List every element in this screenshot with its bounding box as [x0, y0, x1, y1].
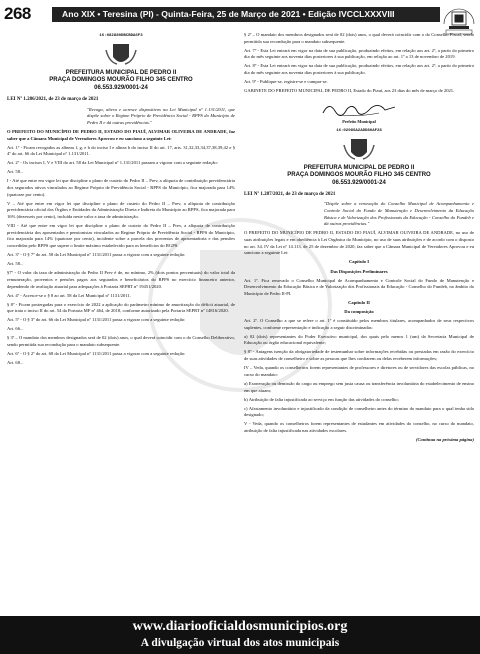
paragraph: O PREFEITO DO MUNICÍPIO DE PEDRO II, ESTADO DO PIAUÍ, ALVIMAR OLIVEIRA DE ANDRADE, faz saber que a Câmara Municipal de Vereadores Aprovou e eu sanciono a seguinte Lei:: [7, 128, 235, 141]
chapter-heading: Capítulo II: [348, 299, 370, 305]
paragraph: § 3º – O mandato dos membros designados será de 02 (dois) anos, o qual deverá coincidir com o do Conselho Deliberativo, sendo permitida sua recondução para o mandato subsequente.: [7, 335, 235, 348]
paragraph: b) Atribuição de falta injustificada ao serviço em função das atividades do conselho;: [244, 396, 399, 402]
law-title: LEI Nº 1.286/2021, de 23 de março de 2021: [7, 97, 99, 103]
paragraph: Art. 1º. Fica renovado o Conselho Municipal de Acompanhamento e Controle Social do Fundo de Manutenção e Desenvolvimento da Educação Básica e de Valorização dos Profissionais da Educação - Conselho do Fundeb, no âmbito do Município de Pedro II-PI.: [244, 277, 474, 296]
paragraph: Art. 9º - Publique-se, registre-se e cumpra-se.: [244, 79, 328, 85]
paragraph: V - Veda, quando os conselheiros forem representantes de estudantes em atividades do conselho, no curso do mandato, atribuição de falta injustificada nas atividades escolares.: [244, 421, 474, 433]
municipal-crest-icon: [104, 42, 138, 68]
footer-slogan: A divulgação virtual dos atos municipais: [140, 637, 340, 649]
right-column: [244, 32, 474, 446]
org-name: PREFEITURA MUNICIPAL DE PEDRO II PRAÇA DOMINGOS MOURÃO FILHO 345 CENTRO 06.553.929/0001-24: [287, 164, 431, 186]
footer-url[interactable]: www.diariooficialdosmunicipios.org: [132, 619, 348, 634]
paragraph: Art. 58...: [7, 261, 24, 267]
org-name: PREFEITURA MUNICIPAL DE PEDRO II PRAÇA DOMINGOS MOURÃO FILHO 345 CENTRO 06.553.929/0001-24: [49, 69, 193, 91]
paragraph: V – Até que entre em vigor lei que discipline o plano de custeio do Pedro II – Prev, a alíquota de contribuição previdenciária oficial dos Órgãos e Entidades da Administração Direta e Indireta do Município ao RPPS, fica majorada para 16% (dezesseis por cento), incluída neste valor a taxa de administração.: [7, 200, 235, 220]
chapter-title: Das Disposições Preliminares: [330, 268, 388, 274]
paragraph: Art. 5º - O § 3º do art. 66 da Lei Municipal nº 1131/2011 passa a vigorar com a seguinte redação:: [7, 317, 186, 323]
paragraph: GABINETE DO PREFEITO MUNICIPAL DE PEDRO II, Estado do Piauí, aos 23 dias do mês de março de 2021.: [244, 88, 455, 94]
paragraph: O PREFEITO DO MUNICÍPIO DE PEDRO II, ESTADO DO PIAUÍ, ALVIMAR OLIVEIRA DE ANDRADE, no uso de suas atribuições legais e em obediência à Lei Orgânica do Município, no uso de suas atribuições e de acordo com o disposto no art. 34, IV da Lei nº 14.113, de 25 de dezembro de 2020, faz saber que a Câmara Municipal de Vereadores Aprovou e eu sanciono a seguinte Lei:: [244, 230, 474, 256]
paragraph: Art. 66...: [7, 326, 24, 332]
paragraph: Art. 3º - O § 7º do art. 58 da Lei Municipal nº 1131/2011 passa a vigorar com a seguinte redação:: [7, 252, 186, 258]
paragraph: I - Até que entre em vigor lei que discipline o plano de custeio do Pedro II – Prev, a alíquota de contribuição previdenciária dos segurados ativos vinculados ao Regime Próprio de Previdência Social - RPPS do Município, fica majorada para 14% (quatorze por cento).: [7, 178, 235, 197]
paragraph: Art. 68...: [7, 360, 24, 366]
paragraph: VIII - Até que entre em vigor lei que discipline o plano de custeio do Pedro II – Prev, a alíquota de contribuição previdenciária dos aposentados e pensionistas vinculados ao Regime Próprio de Previdência Social - RPPS do Município, fica majorada para 14% (quatorze por cento), incidente sobre a parcela dos proventos de aposentadoria e das pensões concedidas pelo RPPS que supere o limite máximo estabelecido para os benefícios do RGPS.: [7, 223, 235, 249]
municipal-crest-icon: [342, 137, 376, 163]
paragraph: Art. 58...: [7, 169, 24, 175]
paragraph: IV – Veda, quando os conselheiros forem representantes de professores e diretores ou de servidores das escolas públicas, no curso do mandato:: [244, 365, 474, 377]
left-column: [7, 32, 235, 369]
paragraph: Art. 4º - Acresce-se o § 8 ao art. 58 da Lei Municipal nº 1131/2011.: [7, 292, 131, 298]
page-header: [0, 0, 480, 28]
paragraph: § 2º – O mandato dos membros designados será de 02 (dois) anos, o qual deverá coincidir com o do Conselho Fiscal, sendo permitida sua recondução para o mandato subsequente.: [244, 32, 474, 44]
signature-caption: Prefeito Municipal: [342, 118, 376, 124]
paragraph: Art. 8º - Esta Lei entrará em vigor na data de sua publicação, produzindo efeitos, em relação aos art. 2º, a partir do primeiro dia do mês seguinte aos noventa dias posteriores à sua publicação.: [244, 63, 474, 76]
paragraph: Art. 6º - O § 2º do art. 68 da Lei Municipal nº 1131/2011 passa a vigorar com a seguinte redação:: [7, 351, 186, 357]
document-hash: 16:082880DBCBDA6F3: [99, 34, 143, 38]
chapter-title: Da composição: [344, 308, 374, 314]
chapter-heading: Capítulo I: [348, 259, 370, 265]
paragraph: Art. 2º - Os incisos I, V e VIII do art. 58 da Lei Municipal nº 1.131/2011 passam a vigorar com a seguinte redação:: [7, 160, 219, 166]
paragraph: § 8º - Ficam postergadas para o exercício de 2022 a aplicação do parâmetro mínimo de amortização do déficit atuarial, de que trata o inciso II do art. 54 da Portaria MF nº 464, de 2018, conforme autorizado pela Portaria SEPRT nº 14816/2020.: [7, 301, 235, 314]
continued-note: (Continua na próxima página): [415, 437, 474, 442]
page-footer: [0, 616, 480, 654]
edition-line: Ano XIX • Teresina (PI) - Quinta-Feira, 25 de Março de 2021 • Edição IVCCLXXXVIII: [52, 7, 440, 22]
paragraph: a) Exoneração ou demissão do cargo ou emprego sem justa causa ou transferência involuntária do estabelecimento de ensino em que atuam;: [244, 380, 474, 393]
paragraph: Art. 7º - Esta Lei entrará em vigor na data de sua publicação, produzindo efeitos, em relação aos art. 2º, a partir do primeiro dia do mês seguinte aos noventa dias posteriores à sua publicação, em relação ao art. 1º a 13 de novembro de 2019.: [244, 47, 474, 60]
law-summary: "Revoga, altera e acresce dispositivos na Lei Municipal nº 1.131/2011, que dispõe sobre o Regime Próprio de Previdência Social - RPPS do Município de Pedro II e dá outras providências.": [87, 106, 235, 125]
paragraph: § 8º - Antagens isenção da obrigatoriedade de testemunhar sobre informações recebidas ou prestadas em razão do exercício de suas atividades de conselheiro e sobre as pessoas que lhes confiarem ou delas receberem informações;: [244, 349, 474, 362]
paragraph: c) Afastamento involuntário e injustificado da condição de conselheiro antes do término do mandato para o qual tenha sido designado;: [244, 405, 474, 418]
signature-image: [319, 99, 399, 119]
paragraph: Art. 1º - Ficam revogados as alíneas f, g, e h do inciso I e alínea b do inciso II do art. 17, arts. 31,32,33,34,37,38,39,42 e § 4º do art. 66 da Lei Municipal nº 1.131/2011.: [7, 144, 235, 157]
paragraph: §7º - O valor da taxa de administração do Pedro II Prev é de, no mínimo, 2% (dois pontos percentuais) do valor total da remuneração, proventos e pensões pagos aos segurados e beneficiários do RPPS no exercício financeiro anterior, dependendo de avaliação atuarial para adequações à Portaria SEPRT nº 19451/2020.: [7, 270, 235, 289]
diario-oficial-seal-icon: [440, 2, 478, 36]
law-summary: "Dispõe sobre a renovação do Conselho Municipal de Acompanhamento e Controle Social do Fundo de Manutenção e Desenvolvimento da Educação Básica e de Valorização dos Profissionais da Educação - Conselho do Fundeb e dá outras providências.": [324, 201, 474, 227]
paragraph: Art. 2º. O Conselho a que se refere o art. 1º é constituído pelos membros titulares, acompanhados de seus respectivos suplentes, conforme representação e indicação a seguir discriminadas:: [244, 318, 474, 330]
paragraph: a) 02 (dois) representantes do Poder Executivo municipal, dos quais pelo menos 1 (um) da Secretaria Municipal de Educação ou órgão educacional equivalente;: [244, 333, 474, 346]
document-hash: 16:0208SA2ADD80AF28: [336, 128, 382, 133]
page-number: 268: [4, 4, 31, 23]
law-title: LEI Nº 1.287/2021, de 23 de março de 2021: [244, 192, 336, 198]
